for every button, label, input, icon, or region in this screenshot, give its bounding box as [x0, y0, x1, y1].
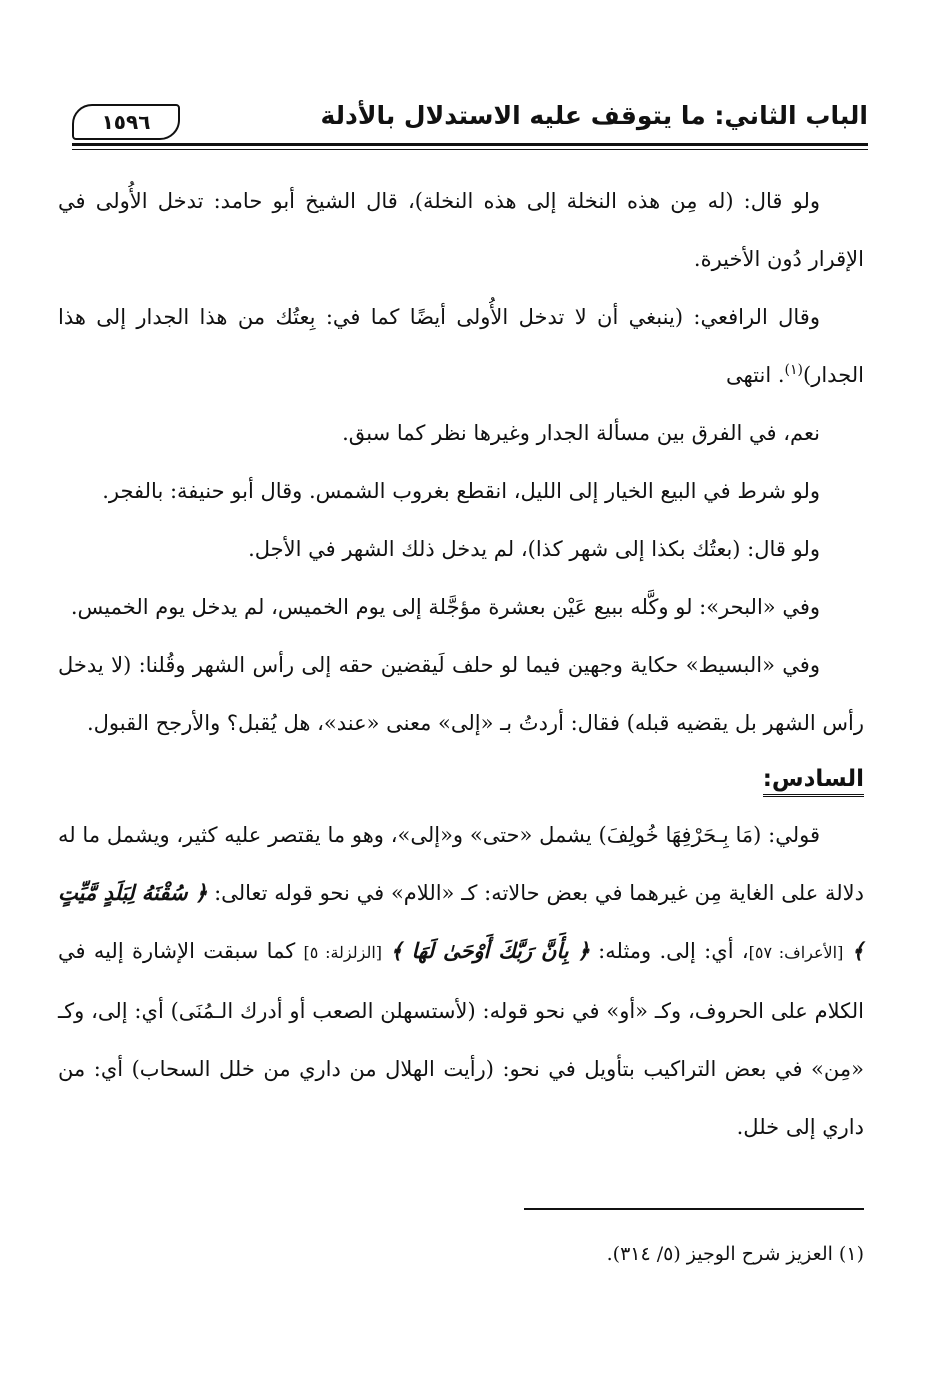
- paragraph-6: وفي «البحر»: لو وكَّله ببيع عَيْن بعشرة مؤجَّلة إلى يوم الخميس، لم يدخل يوم الخميس.: [70, 595, 820, 619]
- paragraph-4: ولو شرط في البيع الخيار إلى الليل، انقطع بغروب الشمس. وقال أبو حنيفة: بالفجر.: [102, 479, 820, 503]
- main-text: [58, 172, 864, 1156]
- paragraph-7: وفي «البسيط» حكاية وجهين فيما لو حلف لَيقضين حقه إلى رأس الشهر وقُلنا: (لا يدخل رأس الشهر بل يقضيه قبله) فقال: أردتُ بـ «إلى» معنى «عند»، هل يُقبل؟ والأرجح القبول.: [58, 653, 864, 735]
- paragraph-1: ولو قال: (له مِن هذه النخلة إلى هذه النخلة)، قال الشيخ أبو حامد: تدخل الأُولى في الإقرار دُون الأخيرة.: [58, 189, 864, 271]
- footnote-marker[interactable]: (١): [784, 362, 804, 378]
- section-paragraph: [58, 806, 864, 1156]
- header-rule-thick: [72, 143, 868, 146]
- verse-reference-1: [الأعراف: ٥٧]: [748, 943, 844, 962]
- verse-reference-2: [الزلزلة: ٥]: [303, 943, 383, 962]
- footnote-separator: [524, 1208, 864, 1210]
- paragraph-3: نعم، في الفرق بين مسألة الجدار وغيرها نظر كما سبق.: [342, 421, 820, 445]
- section-text-1: قولي: (مَا بِـحَرْفِهَا خُولِفَ) يشمل «حتى» و«إلى»، وهو ما يقتصر عليه كثير، ويشمل ما له دلالة على الغاية مِن غيرهما في بعض حالاته: كـ «اللام» في نحو قوله تعالى:: [58, 823, 865, 905]
- footnote: (١) العزيز شرح الوجيز (٥/ ٣١٤).: [606, 1243, 864, 1265]
- section-text-2: ، أي: إلى. ومثله:: [598, 939, 749, 963]
- paragraph-2-tail: . انتهى: [725, 363, 785, 387]
- section-heading: [58, 752, 864, 806]
- quran-verse-2: ﴿ بِأَنَّ رَبَّكَ أَوْحَىٰ لَهَا ﴾: [390, 938, 590, 963]
- paragraph-2: [58, 288, 864, 404]
- paragraph-2-text: وقال الرافعي: (ينبغي أن لا تدخل الأُولى أيضًا كما في: بِعتُك من هذا الجدار إلى هذا الجدار): [58, 305, 864, 387]
- page-number-badge: ١٥٩٦: [72, 104, 180, 140]
- paragraph-5: ولو قال: (بعتُك بكذا إلى شهر كذا)، لم يدخل ذلك الشهر في الأجل.: [248, 537, 820, 561]
- header-rule-thin: [72, 149, 868, 150]
- section-heading-text: السادس:: [763, 766, 864, 797]
- chapter-title: الباب الثاني: ما يتوقف عليه الاستدلال بالأدلة: [320, 101, 868, 130]
- section-text-3: كما سبقت الإشارة إليه في الكلام على الحروف، وكـ «أو» في نحو قوله: (لأستسهلن الصعب أو أدرك الـمُنَى) أي: إلى، وكـ «مِن» في بعض التراكيب بتأويل في نحو: (رأيت الهلال من داري من خلل السحاب) أي: من داري إلى خلل.: [58, 939, 864, 1139]
- page-header: [72, 96, 868, 148]
- quran-verse-1: ﴿ سُقْنَهُ لِبَلَدٍ مَّيِّتٍ ﴾: [58, 880, 864, 963]
